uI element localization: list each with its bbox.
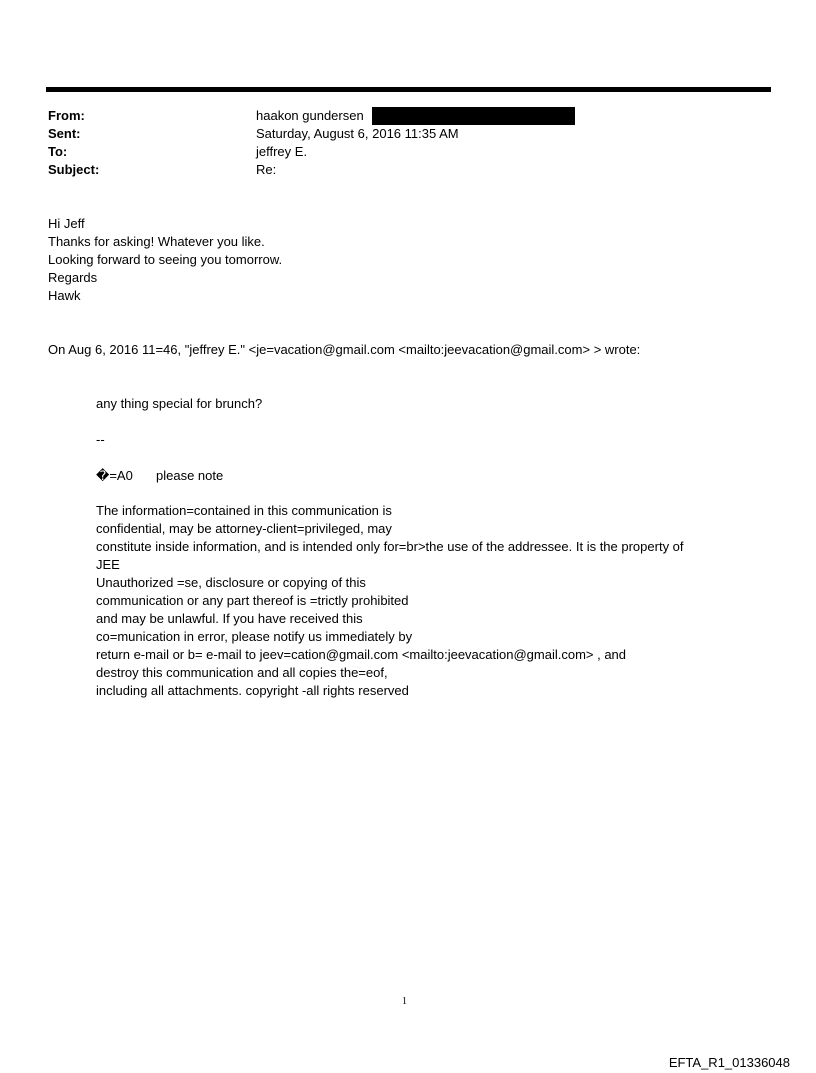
- disclaimer-line: Unauthorized =se, disclosure or copying of this: [96, 575, 366, 590]
- header-rule: [46, 87, 771, 92]
- disclaimer-line: The information=contained in this communication is: [96, 503, 392, 518]
- to-label: To:: [48, 144, 68, 159]
- quoted-message: any thing special for brunch?: [96, 396, 263, 411]
- signature-separator: --: [96, 432, 105, 447]
- reply-line: Looking forward to seeing you tomorrow.: [48, 252, 283, 267]
- reply-line: Regards: [48, 270, 98, 285]
- disclaimer-line: return e-mail or b= e-mail to jeev=cation@gmail.com <mailto:jeevacation@gmail.com> , and: [96, 647, 627, 662]
- reply-line: Thanks for asking! Whatever you like.: [48, 234, 265, 249]
- disclaimer-line: confidential, may be attorney-client=privileged, may: [96, 521, 392, 536]
- from-label: From:: [48, 108, 85, 123]
- page-number: 1: [402, 996, 407, 1007]
- disclaimer-line: and may be unlawful. If you have received this: [96, 611, 363, 626]
- redaction-box: [372, 107, 575, 125]
- reply-line: Hawk: [48, 288, 81, 303]
- from-value: haakon gundersen: [256, 108, 364, 123]
- disclaimer-line: destroy this communication and all copies the=eof,: [96, 665, 388, 680]
- sent-value: Saturday, August 6, 2016 11:35 AM: [256, 126, 459, 141]
- disclaimer-line: including all attachments. copyright -all rights reserved: [96, 683, 409, 698]
- subject-label: Subject:: [48, 162, 100, 177]
- subject-value: Re:: [256, 162, 277, 177]
- reply-line: Hi Jeff: [48, 216, 85, 231]
- attribution-line: On Aug 6, 2016 11=46, "jeffrey E." <je=vacation@gmail.com <mailto:jeevacation@gmail.com> > wrote:: [48, 342, 641, 357]
- disclaimer-line: co=munication in error, please notify us immediately by: [96, 629, 413, 644]
- note-text: please note: [156, 468, 224, 483]
- disclaimer-line: constitute inside information, and is intended only for=br>the use of the addressee. It is the property of: [96, 539, 684, 554]
- to-value: jeffrey E.: [256, 144, 308, 159]
- note-prefix: �=A0: [96, 468, 133, 483]
- disclaimer-line: communication or any part thereof is =trictly prohibited: [96, 593, 409, 608]
- document-id: EFTA_R1_01336048: [668, 1055, 790, 1070]
- disclaimer-line: JEE: [96, 557, 120, 572]
- sent-label: Sent:: [48, 126, 81, 141]
